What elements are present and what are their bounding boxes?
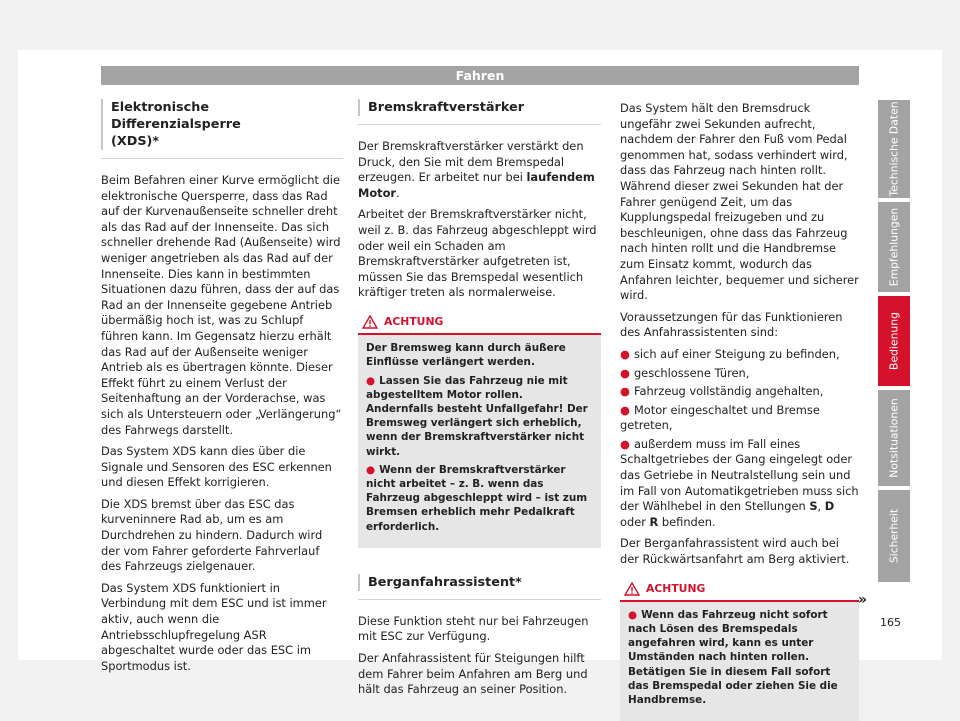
- section-divider: [358, 124, 601, 125]
- warning-intro: Der Bremsweg kann durch äußere Einflüsse verlängert werden.: [366, 342, 566, 369]
- column-2: [358, 99, 601, 704]
- chapter-header: [101, 66, 859, 85]
- tab-empfehlungen[interactable]: Empfehlungen: [878, 202, 910, 292]
- bullet-icon: ●: [628, 608, 638, 621]
- warning-header: [620, 578, 859, 602]
- bullet-icon: ●: [620, 436, 630, 451]
- paragraph: Das System XDS funktioniert in Verbindung mit dem ESC und ist immer aktiv, auch wenn die Antriebsschlupfregelung ASR abgeschaltet wurde oder das ESC im Sportmodus ist.: [101, 580, 327, 673]
- section-divider: [101, 158, 343, 159]
- list-item: ● Fahrzeug vollständig angehalten,: [620, 384, 824, 399]
- bullet-icon: ●: [620, 346, 630, 361]
- warning-item: ● Wenn der Bremskraftverstärker nicht arbeitet – z. B. wenn das Fahrzeug abgeschleppt wird – ist zum Bremsen erheblich mehr Pedalkraft erforderlich.: [366, 463, 588, 533]
- warning-triangle-icon: [362, 315, 378, 329]
- page-number: 165: [880, 616, 901, 629]
- tab-sicherheit[interactable]: Sicherheit: [878, 490, 910, 582]
- continue-arrow-icon: »: [858, 592, 868, 608]
- paragraph: Arbeitet der Bremskraftverstärker nicht, weil z. B. das Fahrzeug abgeschleppt wird oder weil ein Schaden am Bremskraftverstärker aufgetreten ist, müssen Sie das Bremspedal wesentlich kräftiger treten als normalerweise.: [358, 207, 597, 300]
- warning-header: [358, 311, 601, 335]
- warning-triangle-icon: [624, 582, 640, 596]
- paragraph: Voraussetzungen für das Funktionieren des Anfahrassistenten sind:: [620, 309, 843, 340]
- section-title-xds: Elektronische Differenzialsperre (XDS)*: [101, 99, 343, 150]
- paragraph: Das System hält den Bremsdruck ungefähr zwei Sekunden aufrecht, nachdem der Fahrer den Fuß vom Pedal genommen hat, sodass verhindert wird, dass das Fahrzeug nach hinten rollt. Während dieser zwei Sekunden hat der Fahrer genügend Zeit, um das Kupplungspedal freizugeben und zu beschleunigen, ohne dass das Fahrzeug nach hinten rollt und die Handbremse zum Einsatz kommt, wodurch das Anfahren leichter, bequemer und sicherer wird.: [620, 101, 859, 303]
- bullet-icon: ●: [620, 365, 630, 380]
- tab-notsituationen[interactable]: Notsituationen: [878, 390, 910, 486]
- bullet-icon: ●: [620, 402, 630, 417]
- section-title-hill-assist: Berganfahrassistent*: [358, 574, 601, 591]
- warning-label: ACHTUNG: [384, 314, 444, 328]
- warning-item: ● Lassen Sie das Fahrzeug nie mit abgestelltem Motor rollen. Andernfalls besteht Unfallgefahr! Der Bremsweg verlängert sich erheblich, wenn der Bremskraftverstärker nicht wirkt.: [366, 374, 588, 458]
- paragraph: Der Bremskraftverstärker verstärkt den Druck, den Sie mit dem Bremspedal erzeugen. Er arbeitet nur bei laufendem Motor.: [358, 139, 595, 200]
- warning-box: [358, 311, 601, 548]
- chapter-title: Fahren: [455, 68, 505, 83]
- paragraph: Die XDS bremst über das ESC das kurveninnere Rad ab, um es am Durchdrehen zu hindern. Dadurch wird der vom Fahrer geforderte Fahrverlauf des Fahrzeugs zielgenauer.: [101, 496, 323, 574]
- list-item: ● sich auf einer Steigung zu befinden,: [620, 346, 840, 361]
- paragraph: Beim Befahren einer Kurve ermöglicht die elektronische Quersperre, dass das Rad auf der Kurvenaußenseite schneller dreht als das Rad auf der Innenseite. Das sich schneller drehende Rad (Außenseite) wird weniger angetrieben als das Rad auf der Innenseite. Dies kann in bestimmten Situationen dazu führen, dass der auf das Rad an der Innenseite gegebene Antrieb übermäßig hoch ist, was zu Schlupf führen kann. Im Gegensatz hierzu erhält das Rad auf der Außenseite weniger Antrieb als es übertragen könnte. Dieser Effekt führt zu einem Verlust der Seitenhaftung an der Vorderachse, was sich als Untersteuern oder „Verlängerung“ des Fahrwegs darstellt.: [101, 173, 342, 437]
- tab-bedienung[interactable]: Bedienung: [878, 296, 910, 386]
- warning-item: ● Wenn das Fahrzeug nicht sofort nach Lösen des Bremspedals angefahren wird, kann es unter Umständen nach hinten rollen. Betätigen Sie in diesem Fall sofort das Bremspedal oder ziehen Sie die Handbremse.: [628, 608, 838, 707]
- warning-body: [620, 602, 859, 721]
- bullet-icon: ●: [620, 384, 630, 399]
- paragraph: Der Berganfahrassistent wird auch bei der Rückwärtsanfahrt am Berg aktiviert.: [620, 536, 850, 567]
- section-divider: [358, 599, 601, 600]
- paragraph: Der Anfahrassistent für Steigungen hilft dem Fahrer beim Anfahren am Berg und hält das Fahrzeug an seiner Position.: [358, 650, 588, 697]
- list-item: ● geschlossene Türen,: [620, 365, 750, 380]
- section-title-brake-booster: Bremskraftverstärker: [358, 99, 601, 116]
- list-item: ● Motor eingeschaltet und Bremse getreten,: [620, 402, 820, 433]
- tab-technische-daten[interactable]: Technische Daten: [878, 100, 910, 198]
- paragraph: Das System XDS kann dies über die Signale und Sensoren des ESC erkennen und diesen Effekt korrigieren.: [101, 444, 332, 490]
- column-3: [620, 101, 859, 721]
- list-item: ● außerdem muss im Fall eines Schaltgetriebes der Gang eingelegt oder das Getriebe in Neutralstellung sein und im Fall von Automatikgetrieben muss sich der Wählhebel in den Stellungen S, D oder R befinden.: [620, 436, 859, 529]
- warning-body: [358, 335, 601, 548]
- warning-box: [620, 578, 859, 721]
- bullet-icon: ●: [366, 463, 376, 476]
- paragraph: Diese Funktion steht nur bei Fahrzeugen mit ESC zur Verfügung.: [358, 613, 589, 644]
- requirements-list: [620, 347, 859, 531]
- bullet-icon: ●: [366, 374, 376, 387]
- warning-label: ACHTUNG: [646, 581, 706, 595]
- column-1: [101, 99, 343, 680]
